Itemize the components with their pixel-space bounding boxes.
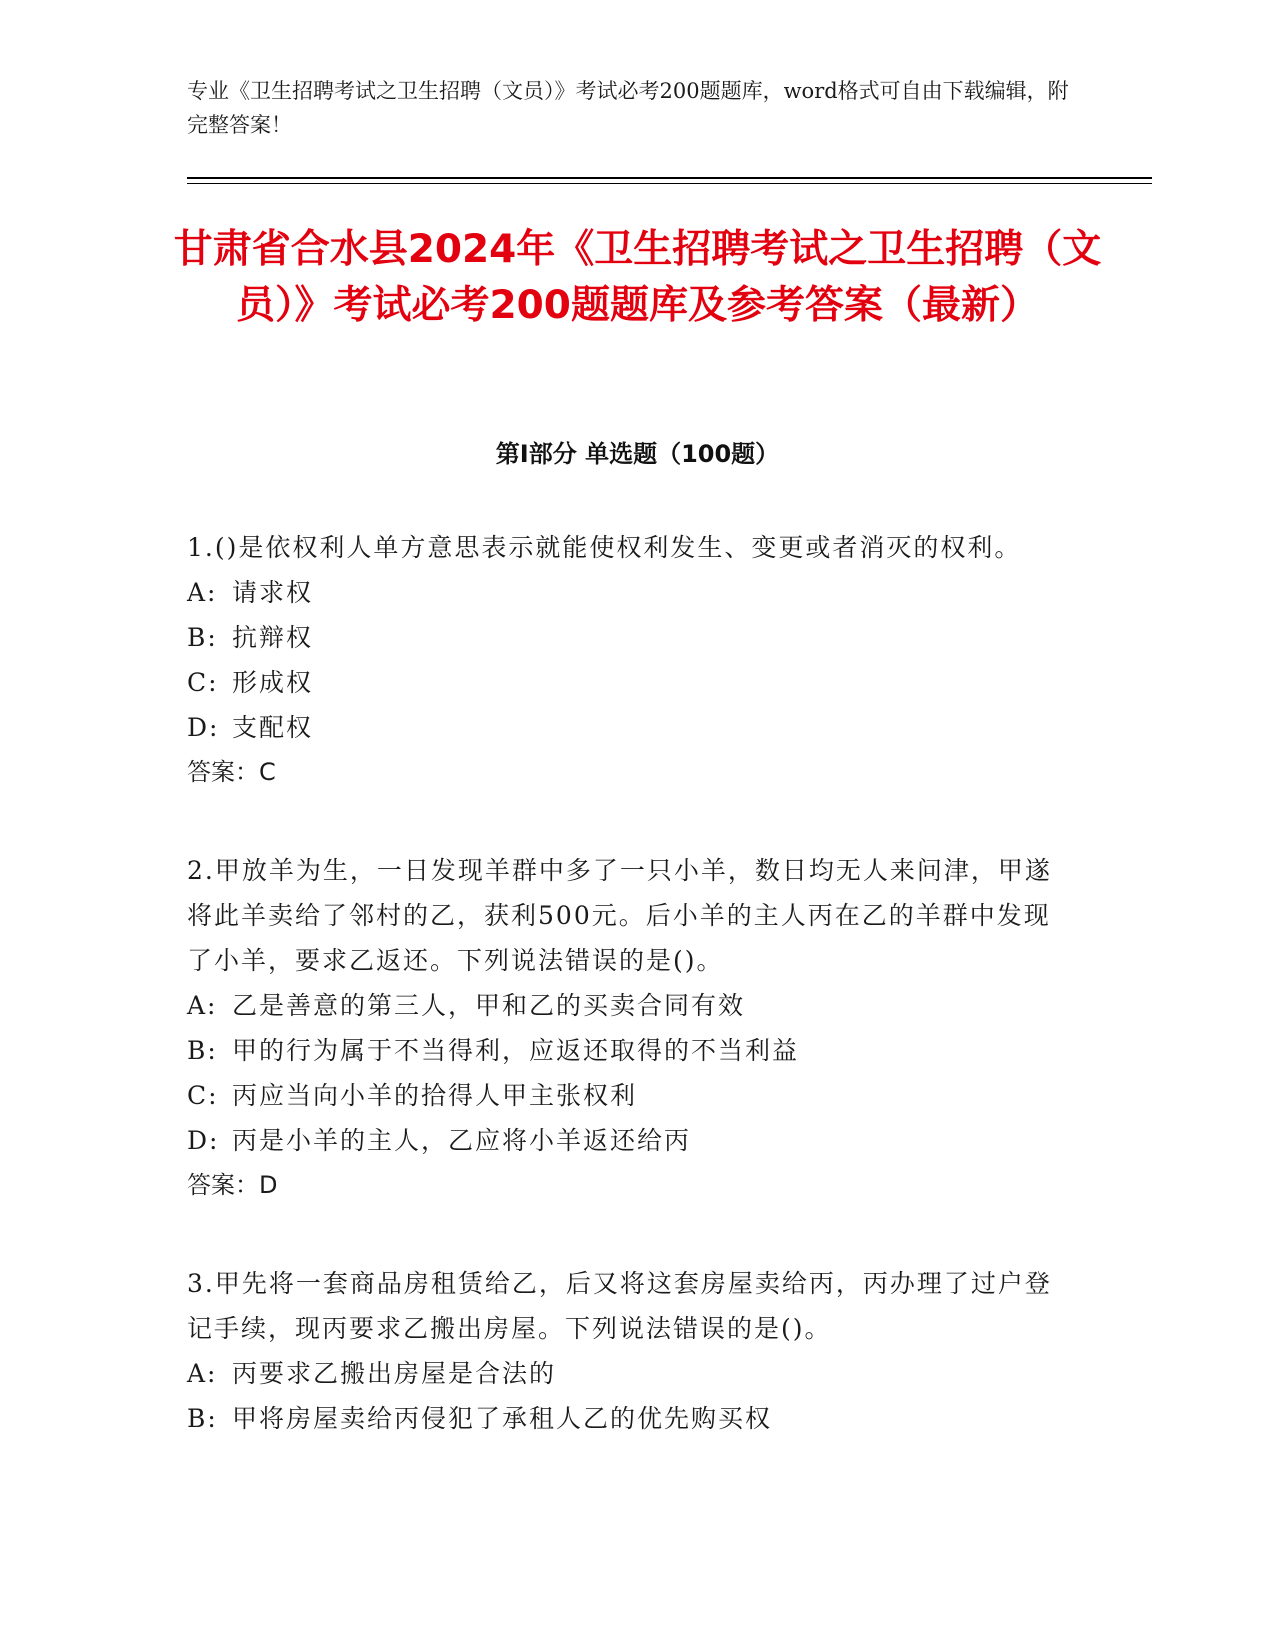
- option-key: C:: [187, 668, 219, 697]
- option-a: [187, 570, 1067, 615]
- header-rule-thick: [187, 177, 1152, 179]
- option-text: 甲将房屋卖给丙侵犯了承租人乙的优先购买权: [232, 1404, 773, 1433]
- option-text: 请求权: [232, 578, 314, 607]
- question-1: [187, 525, 1067, 795]
- option-key: B:: [187, 1404, 218, 1433]
- option-key: D:: [187, 713, 220, 742]
- option-b: [187, 1028, 1067, 1073]
- header-note: 专业《卫生招聘考试之卫生招聘（文员）》考试必考200题题库，word格式可自由下载编辑，附完整答案！: [187, 79, 1069, 137]
- option-b: [187, 1396, 1067, 1441]
- question-2: [187, 848, 1067, 1208]
- question-stem: 2.甲放羊为生，一日发现羊群中多了一只小羊，数日均无人来问津，甲遂将此羊卖给了邻村的乙，获利500元。后小羊的主人丙在乙的羊群中发现了小羊，要求乙返还。下列说法错误的是()。: [187, 856, 1052, 975]
- option-d: [187, 705, 1067, 750]
- option-text: 抗辩权: [232, 623, 314, 652]
- option-key: B:: [187, 623, 218, 652]
- option-text: 丙应当向小羊的拾得人甲主张权利: [232, 1081, 638, 1110]
- question-stem: 3.甲先将一套商品房租赁给乙，后又将这套房屋卖给丙，丙办理了过户登记手续，现丙要求乙搬出房屋。下列说法错误的是()。: [187, 1269, 1052, 1343]
- option-c: [187, 1073, 1067, 1118]
- option-text: 甲的行为属于不当得利，应返还取得的不当利益: [232, 1036, 800, 1065]
- question-list: [187, 525, 1067, 1494]
- option-text: 形成权: [232, 668, 314, 697]
- document-title: 甘肃省合水县2024年《卫生招聘考试之卫生招聘（文员）》考试必考200题题库及参考答案（最新）: [173, 227, 1102, 328]
- option-key: A:: [187, 1359, 218, 1388]
- option-text: 支配权: [232, 713, 314, 742]
- option-key: D:: [187, 1126, 220, 1155]
- header-rule-thin: [187, 183, 1152, 184]
- option-text: 丙是小羊的主人，乙应将小羊返还给丙: [232, 1126, 692, 1155]
- option-b: [187, 615, 1067, 660]
- option-a: [187, 1351, 1067, 1396]
- option-text: 丙要求乙搬出房屋是合法的: [232, 1359, 557, 1388]
- option-d: [187, 1118, 1067, 1163]
- option-key: A:: [187, 578, 218, 607]
- option-c: [187, 660, 1067, 705]
- section-heading: 第Ⅰ部分 单选题（100题）: [495, 440, 780, 468]
- question-stem: 1.()是依权利人单方意思表示就能使权利发生、变更或者消灭的权利。: [187, 533, 1022, 562]
- option-key: C:: [187, 1081, 219, 1110]
- answer-line: 答案：C: [187, 758, 276, 786]
- question-3: [187, 1261, 1067, 1441]
- option-a: [187, 983, 1067, 1028]
- option-text: 乙是善意的第三人，甲和乙的买卖合同有效: [232, 991, 746, 1020]
- option-key: B:: [187, 1036, 218, 1065]
- option-key: A:: [187, 991, 218, 1020]
- answer-line: 答案：D: [187, 1171, 278, 1199]
